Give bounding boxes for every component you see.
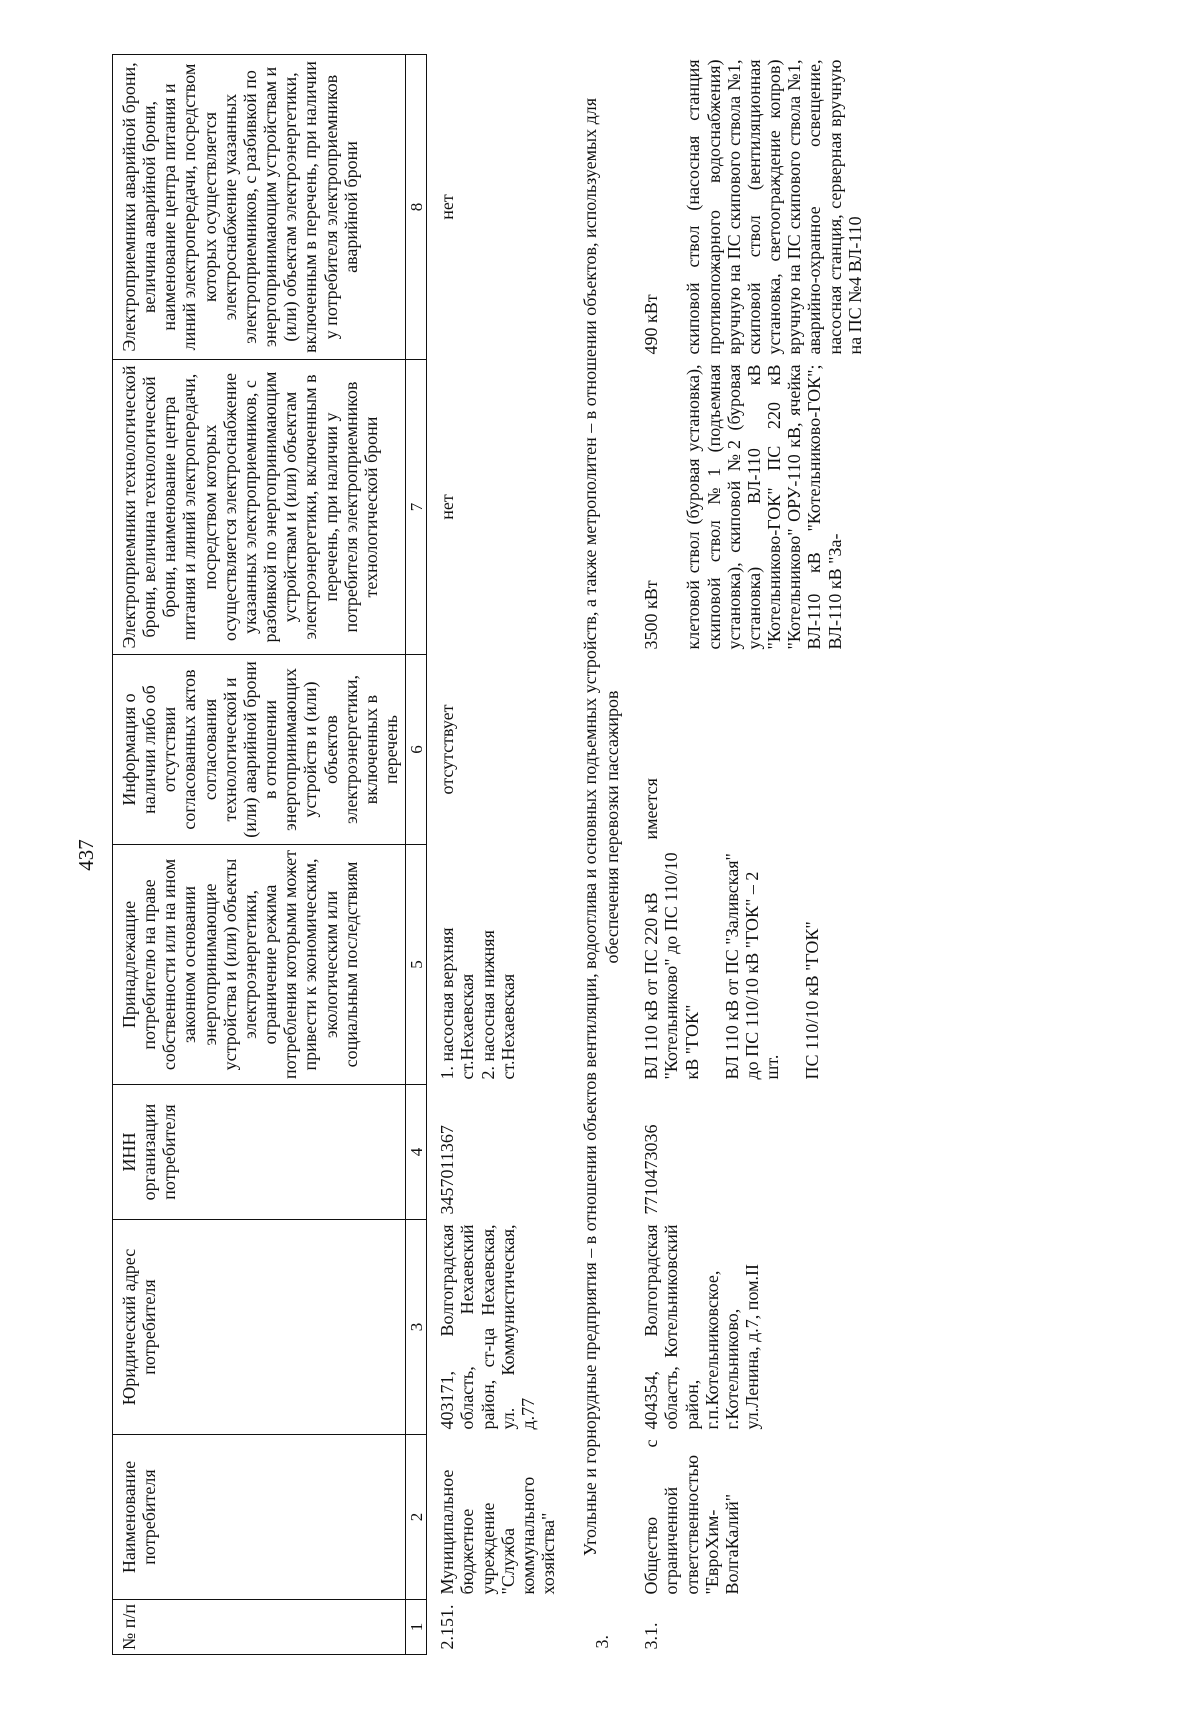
header-legal-address: Юридический адрес потребителя — [113, 1220, 406, 1435]
emergency-reserve-cell — [631, 55, 867, 360]
table-row-2151 — [427, 55, 560, 1655]
header-emergency-reserve: Электроприемники аварийной брони, величина аварийной брони, наименование центра питания и линий электропередачи, посредством которых осуществляется электроснабжение указанных электроприемников, с разбивкой по энергопринимающим устройствам и (или) объектам электроэнергетики, включенным в перечень, при наличии у потребителя электроприемников аварийной брони — [113, 55, 406, 360]
legal-address: 403171, Волгоградская область, Нехаевский район, ст-ца Нехаевская, ул. Коммунистическая, д.77 — [437, 1224, 538, 1430]
tech-reserve-value: 3500 кВт — [641, 580, 662, 650]
emergency-reserve-value: нет — [437, 194, 458, 220]
acts-status: имеется — [641, 778, 662, 840]
header-inn: ИНН организации потребителя — [113, 1085, 406, 1220]
column-number: 5 — [406, 845, 427, 1085]
section-heading-row — [560, 55, 631, 1655]
tech-reserve-value: нет — [437, 494, 458, 520]
acts-status: отсутствует — [437, 704, 458, 795]
column-number: 6 — [406, 655, 427, 845]
column-number: 8 — [406, 55, 427, 360]
column-number: 4 — [406, 1085, 427, 1220]
rotated-page — [62, 55, 1152, 1655]
consumer-register-table — [112, 54, 867, 1655]
section-title: Угольные и горнорудные предприятия – в отношении объектов вентиляции, водоотлива и основных подъемных устройств, а также метрополитен – в отношении объектов, используемых для обеспечения перевозки пассажиров — [580, 97, 622, 1557]
legal-address: 404354, Волгоградская область, Котельниковский район, г.п.Котельниковское, г.Котельниково, ул.Ленина, д.7, пом.II — [641, 1224, 763, 1430]
consumer-name: Муниципальное бюджетное учреждение "Служба коммунального хозяйства" — [437, 1469, 558, 1595]
table-row-31 — [631, 55, 867, 1655]
row-number: 2.151. — [437, 1604, 458, 1650]
header-devices: Принадлежащие потребителю на праве собственности или на ином законном основании энергопринимающие устройства и (или) объекты электроэнергетики, ограничение режима потребления которыми может привести к экономическим, экологическим или социальным последствиям — [113, 845, 406, 1085]
consumer-name: Общество с ограниченной ответственностью "ЕвроХим-ВолгаКалий" — [641, 1439, 742, 1595]
device-item: ВЛ 110 кВ от ПС "Заливская" до ПС 110/10 кВ "ГОК" – 2 шт. — [721, 853, 783, 1080]
column-number: 2 — [406, 1435, 427, 1600]
column-numbers-row — [406, 55, 427, 1655]
tech-reserve-description: клетовой ствол (буровая установка), скиповой ствол №1 (подъемная установка), скиповой №2 (буровая установка) ВЛ-110 кВ "Котельниково-ГОК" ПС 220 кВ "Котельниково" ОРУ-110 кВ, ячейка ВЛ-110 кВ "Котельниково-ГОК"; ВЛ-110 кВ "За- — [683, 364, 845, 650]
spacer — [661, 60, 683, 355]
header-tech-reserve: Электроприемники технологической брони, величина технологической брони, наименование центра питания и линий электропередачи, посредством которых осуществляется электроснабжение указанных электроприемников, с разбивкой по энергопринимающим устройствам и (или) объектам электроэнергетики, включенным в перечень, при наличии у потребителя электроприемников технологической брони — [113, 360, 406, 655]
emergency-reserve-description: скиповой ствол (насосная станция противопожарного водоснабжения) вручную на ПС скипового ствола №1, скиповой ствол (вентиляционная установка, светоограждение копров) вручную на ПС скипового ствола №1, аварийно-охранное освещение, насосная станция, серверная вручную на ПС №4 ВЛ-110 — [683, 59, 865, 355]
device-item: 1. насосная верхняя ст.Нехаевская — [437, 927, 478, 1080]
column-number: 3 — [406, 1220, 427, 1435]
inn-value: 7710473036 — [641, 1124, 662, 1215]
column-number: 7 — [406, 360, 427, 655]
page-number: 437 — [74, 839, 98, 871]
header-row — [113, 55, 406, 1655]
header-num: № п/п — [113, 1600, 406, 1655]
row-number: 3.1. — [641, 1622, 662, 1650]
header-acts-info: Информация о наличии либо об отсутствии согласованных актов согласования технологической и (или) аварийной брони в отношении энергопринимающих устройств и (или) объектов электроэнергетики, включенных в перечень — [113, 655, 406, 845]
inn-value: 3457011367 — [437, 1125, 458, 1215]
emergency-reserve-value: 490 кВт — [641, 294, 662, 355]
devices-list — [631, 845, 867, 1085]
device-item: 2. насосная нижняя ст.Нехаевская — [477, 930, 518, 1080]
section-number: 3. — [591, 1635, 612, 1649]
header-consumer-name: Наименование потребителя — [113, 1435, 406, 1600]
device-item: ПС 110/10 кВ "ГОК" — [802, 921, 823, 1080]
column-number: 1 — [406, 1600, 427, 1655]
spacer — [661, 365, 683, 650]
device-item: ВЛ 110 кВ от ПС 220 кВ "Котельниково" до ПС 110/10 кВ "ГОК" — [641, 852, 702, 1080]
devices-list — [427, 845, 560, 1085]
tech-reserve-cell — [631, 360, 867, 655]
